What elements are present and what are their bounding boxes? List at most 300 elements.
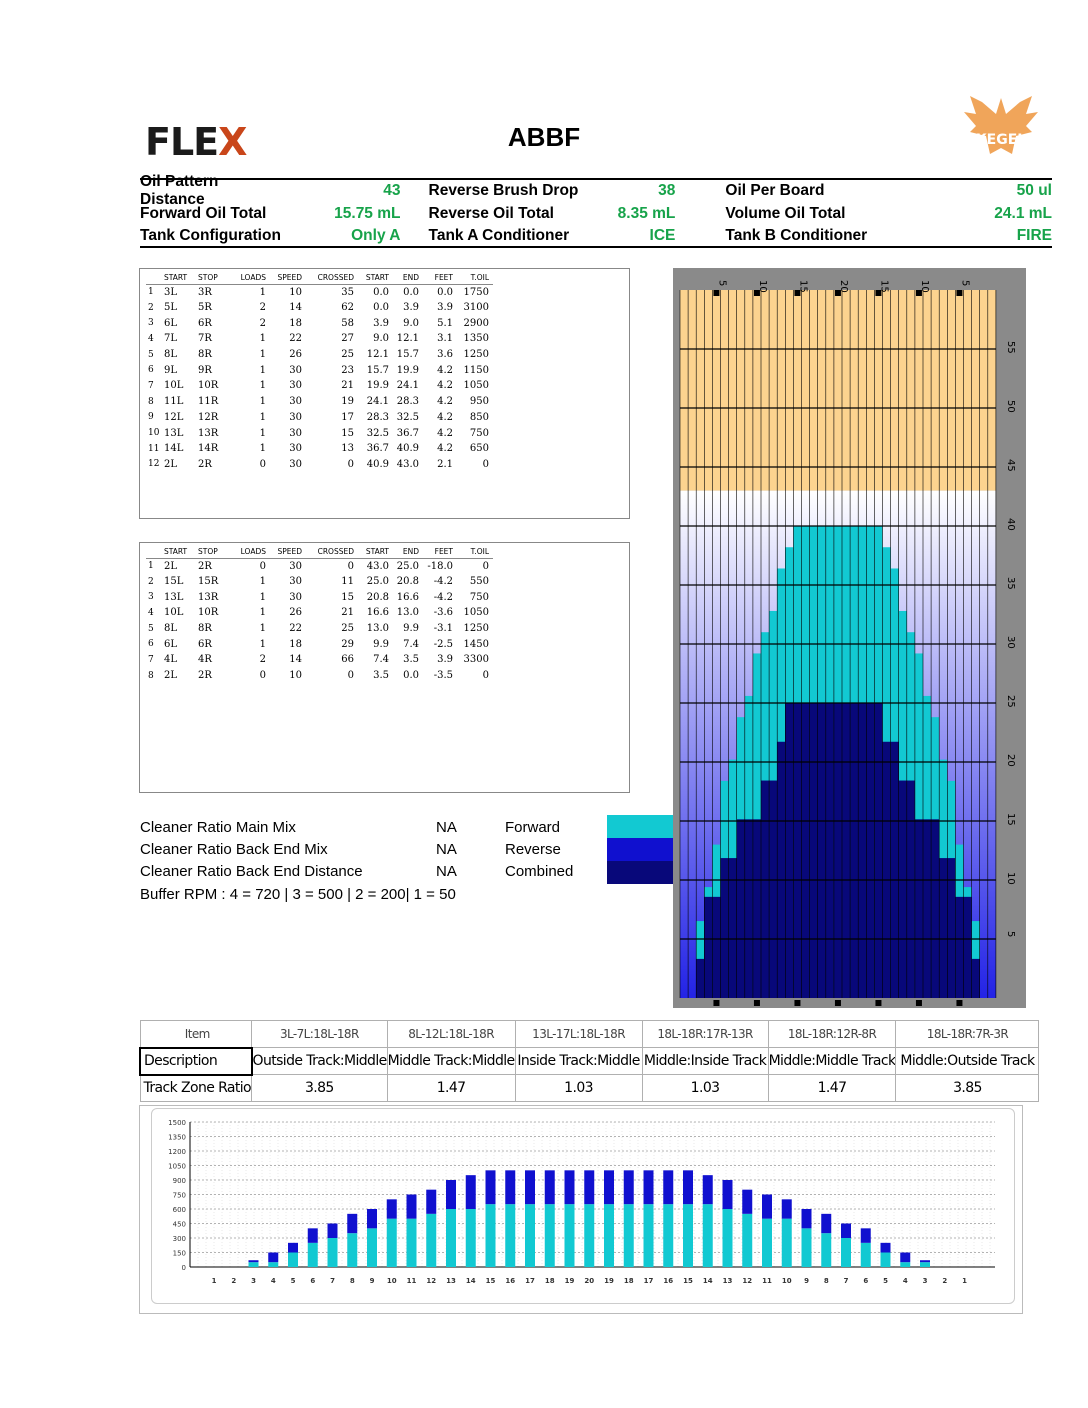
x-tick-label: 18	[544, 1277, 555, 1285]
forward-bar	[782, 1219, 792, 1267]
zone-cell: 8L-12L:18L-18R	[387, 1021, 515, 1048]
table-cell: 3.5	[373, 670, 389, 682]
table-cell: 21	[341, 380, 354, 392]
table-cell: 7	[148, 380, 154, 391]
table-cell: 0	[482, 670, 489, 682]
y-tick-label: 150	[172, 1249, 186, 1258]
table-cell: 0	[259, 560, 266, 572]
page-title: ABBF	[507, 122, 581, 152]
table-cell: 19.9	[396, 364, 419, 376]
table-cell: 9.0	[403, 317, 419, 329]
forward-load-row	[146, 284, 493, 300]
table-cell: 2R	[198, 458, 212, 470]
table-cell: 2	[259, 654, 266, 666]
summary-label: Oil Pattern Distance	[140, 173, 219, 209]
table-cell: 6R	[198, 638, 212, 650]
forward-bar	[308, 1243, 318, 1267]
table-cell: 15.7	[396, 349, 419, 361]
board-number-label: 20	[837, 280, 849, 293]
forward-bar	[328, 1238, 338, 1267]
forward-bar	[802, 1228, 812, 1267]
zone-cell: 1.47	[387, 1075, 515, 1102]
forward-load-row	[146, 331, 493, 347]
combined-oil-column	[964, 897, 972, 998]
table-cell: 36.7	[366, 443, 389, 455]
combined-oil-column	[891, 742, 899, 998]
table-cell: 0	[347, 458, 354, 470]
forward-bar	[446, 1209, 456, 1267]
column-header: STOP	[198, 272, 232, 284]
combined-oil-column	[810, 703, 818, 998]
table-cell: 28.3	[396, 396, 419, 408]
reverse-bar	[525, 1170, 535, 1204]
x-tick-label: 17	[525, 1277, 535, 1285]
table-cell: 22	[289, 623, 302, 635]
table-cell: 15L	[164, 576, 184, 588]
table-cell: 25	[341, 349, 354, 361]
table-cell: 3R	[198, 286, 212, 298]
forward-bar	[486, 1204, 496, 1267]
board-number-label: 10	[756, 280, 768, 293]
combined-oil-column	[737, 819, 745, 998]
column-header: LOADS	[232, 546, 270, 558]
table-cell: 18	[289, 317, 302, 329]
table-cell: 22	[289, 333, 302, 345]
summary-label: Tank Configuration	[140, 227, 281, 245]
forward-bar	[604, 1204, 614, 1267]
table-cell: 1	[259, 333, 266, 345]
x-tick-label: 11	[762, 1277, 772, 1285]
cleaner-row	[140, 816, 605, 838]
table-cell: 11L	[164, 396, 184, 408]
forward-bar	[268, 1262, 278, 1267]
reverse-bar	[861, 1228, 871, 1243]
table-cell: 8L	[164, 623, 178, 635]
summary-label: Reverse Brush Drop	[428, 182, 579, 200]
table-cell: 3.6	[437, 349, 453, 361]
table-cell: 1	[259, 443, 266, 455]
table-cell: 0	[347, 560, 354, 572]
table-cell: 1	[259, 364, 266, 376]
reverse-bar	[249, 1260, 259, 1262]
reverse-load-row	[146, 668, 493, 684]
table-cell: 1050	[463, 380, 489, 392]
distance-label: 30	[1004, 636, 1016, 649]
distance-label: 15	[1004, 813, 1016, 826]
combined-oil-column	[826, 703, 834, 998]
forward-bar	[624, 1204, 634, 1267]
table-cell: -3.5	[433, 670, 453, 682]
forward-bar	[900, 1262, 910, 1267]
reverse-bar	[723, 1180, 733, 1209]
forward-load-row	[146, 347, 493, 363]
table-cell: 5.1	[437, 317, 453, 329]
table-cell: 2R	[198, 670, 212, 682]
forward-bar	[644, 1204, 654, 1267]
table-cell: 2	[259, 317, 266, 329]
table-cell: 4.2	[437, 411, 453, 423]
zone-cell: 18L-18R:7R-3R	[896, 1021, 1039, 1048]
table-cell: 16.6	[366, 607, 389, 619]
combined-oil-column	[842, 703, 850, 998]
table-cell: 1	[148, 561, 154, 572]
distance-label: 50	[1004, 400, 1016, 413]
target-arrow-bottom	[835, 1000, 841, 1006]
forward-bar	[920, 1262, 930, 1267]
table-cell: 1	[259, 591, 266, 603]
table-cell: 2	[148, 302, 154, 313]
table-cell: 17	[341, 411, 354, 423]
reverse-bar	[663, 1170, 673, 1204]
table-cell: 3300	[463, 654, 489, 666]
reverse-bar	[347, 1214, 357, 1233]
forward-bar	[367, 1228, 377, 1267]
forward-bar	[466, 1209, 476, 1267]
table-cell: 29	[341, 638, 354, 650]
combined-oil-column	[923, 819, 931, 998]
forward-bar	[545, 1204, 555, 1267]
summary-value: 8.35 mL	[617, 204, 676, 222]
x-tick-label: 4	[902, 1277, 908, 1285]
table-cell: 20.8	[366, 591, 389, 603]
reverse-bar	[900, 1253, 910, 1263]
table-cell: -3.1	[433, 623, 453, 635]
summary-label: Reverse Oil Total	[428, 204, 554, 222]
reverse-bar	[742, 1190, 752, 1214]
x-tick-label: 2	[231, 1277, 237, 1285]
distance-label: 45	[1004, 459, 1016, 472]
reverse-load-row	[146, 621, 493, 637]
board-number-label: 5	[959, 280, 971, 287]
table-cell: 13R	[198, 591, 219, 603]
table-cell: 30	[289, 591, 302, 603]
table-cell: 4.2	[437, 364, 453, 376]
table-cell: 950	[469, 396, 489, 408]
table-cell: 12L	[164, 411, 184, 423]
x-tick-label: 2	[942, 1277, 948, 1285]
table-cell: 26	[289, 349, 302, 361]
column-header: END	[393, 546, 423, 558]
combined-oil-column	[769, 781, 777, 998]
combined-oil-column	[745, 819, 753, 998]
y-tick-label: 600	[172, 1206, 186, 1214]
reverse-bar	[426, 1190, 436, 1214]
table-cell: 10	[289, 670, 302, 682]
table-cell: 32.5	[396, 411, 419, 423]
x-tick-label: 9	[804, 1277, 809, 1285]
forward-bar	[881, 1253, 891, 1268]
table-cell: 40.9	[366, 458, 389, 470]
table-cell: 40.9	[396, 443, 419, 455]
table-cell: 8	[148, 396, 154, 407]
combined-oil-column	[850, 703, 858, 998]
table-cell: 6L	[164, 638, 178, 650]
combined-oil-column	[915, 819, 923, 998]
table-cell: 1	[259, 380, 266, 392]
table-cell: 750	[469, 591, 489, 603]
table-cell: 4	[148, 607, 154, 618]
table-cell: 7R	[198, 333, 212, 345]
zone-row	[140, 1075, 1039, 1102]
table-cell: 9L	[164, 364, 178, 376]
table-cell: 1	[259, 349, 266, 361]
svg-text:KEGEL: KEGEL	[975, 132, 1027, 148]
reverse-bar	[703, 1175, 713, 1204]
table-cell: 8R	[198, 349, 212, 361]
column-header: START	[164, 272, 198, 284]
combined-oil-column	[955, 897, 963, 998]
table-cell: 650	[469, 443, 489, 455]
zone-cell: Outside Track:Middle	[252, 1048, 388, 1075]
reverse-load-row	[146, 636, 493, 652]
table-cell: 62	[341, 302, 354, 314]
zone-cell: Middle:Middle Track	[768, 1048, 896, 1075]
table-cell: 0	[347, 670, 354, 682]
x-tick-label: 12	[426, 1277, 437, 1285]
zone-cell: 1.03	[642, 1075, 768, 1102]
column-header: SPEED	[270, 272, 306, 284]
table-cell: 1	[259, 396, 266, 408]
table-cell: 5	[148, 349, 154, 360]
column-header: FEET	[423, 272, 457, 284]
table-cell: 3.5	[403, 654, 419, 666]
combined-swatch	[607, 861, 673, 884]
table-cell: 10	[148, 428, 160, 439]
table-cell: 4.2	[437, 380, 453, 392]
table-cell: 2900	[463, 317, 489, 329]
table-cell: 10R	[198, 607, 219, 619]
y-tick-label: 450	[172, 1220, 186, 1229]
forward-loads-table	[146, 272, 493, 472]
distance-label: 20	[1004, 754, 1016, 767]
forward-bar	[584, 1204, 594, 1267]
zone-cell: 3L-7L:18L-18R	[252, 1021, 388, 1048]
forward-bar	[347, 1233, 357, 1267]
zone-cell: Item	[140, 1021, 252, 1048]
reverse-load-row	[146, 589, 493, 605]
x-tick-label: 3	[922, 1277, 928, 1285]
table-cell: 66	[341, 654, 354, 666]
table-cell: 13.0	[396, 607, 419, 619]
cleaner-legend: Reverse	[505, 841, 561, 859]
table-cell: 20.8	[396, 576, 419, 588]
zone-cell: Middle:Inside Track	[642, 1048, 768, 1075]
table-cell: 9	[148, 412, 154, 423]
table-cell: -2.5	[433, 638, 453, 650]
table-cell: 21	[341, 607, 354, 619]
reverse-bar	[565, 1170, 575, 1204]
cleaner-row	[140, 861, 605, 883]
reverse-bar	[407, 1195, 417, 1219]
x-tick-label: 11	[406, 1277, 417, 1285]
table-cell: 9.0	[373, 333, 389, 345]
table-cell: 8L	[164, 349, 178, 361]
reverse-load-row	[146, 574, 493, 590]
table-cell: 14	[289, 654, 302, 666]
cleaner-label: Cleaner Ratio Back End Distance	[140, 863, 363, 881]
table-cell: 13L	[164, 591, 184, 603]
reverse-load-row	[146, 605, 493, 621]
x-tick-label: 14	[702, 1277, 713, 1285]
table-cell: 30	[289, 443, 302, 455]
table-cell: 15	[341, 591, 354, 603]
column-header: START	[358, 546, 393, 558]
column-header: START	[164, 546, 198, 558]
table-cell: 2.1	[437, 458, 453, 470]
table-cell: 14L	[164, 443, 184, 455]
table-cell: 2L	[164, 458, 178, 470]
table-cell: 9R	[198, 364, 212, 376]
table-cell: 4.2	[437, 396, 453, 408]
table-cell: 12	[148, 459, 160, 470]
x-tick-label: 18	[623, 1277, 634, 1285]
summary-bottom-rule	[140, 246, 1052, 248]
forward-bar	[426, 1214, 436, 1267]
table-cell: 4.2	[437, 427, 453, 439]
reverse-bar	[308, 1228, 318, 1243]
table-cell: 12R	[198, 411, 219, 423]
forward-swatch	[607, 815, 673, 838]
kegel-logo	[960, 92, 1042, 176]
y-tick-label: 750	[172, 1191, 186, 1200]
reverse-bar	[802, 1209, 812, 1228]
summary-label: Forward Oil Total	[140, 204, 267, 222]
table-cell: 0.0	[403, 286, 419, 298]
table-cell: 3	[148, 318, 154, 329]
table-cell: 10L	[164, 607, 184, 619]
table-cell: 8R	[198, 623, 212, 635]
combined-oil-column	[818, 703, 826, 998]
table-cell: 1750	[463, 286, 489, 298]
board-number-label: 15	[797, 280, 809, 293]
combined-oil-column	[793, 703, 801, 998]
column-header: STOP	[198, 546, 232, 558]
reverse-bar	[683, 1170, 693, 1204]
table-cell: 10R	[198, 380, 219, 392]
combined-oil-column	[712, 897, 720, 998]
oil-pattern-graph	[673, 268, 1026, 1008]
cleaner-ratio-block	[140, 816, 605, 906]
table-cell: 0	[482, 458, 489, 470]
target-arrow-bottom	[956, 1000, 962, 1006]
table-cell: 13R	[198, 427, 219, 439]
combined-oil-column	[899, 781, 907, 998]
x-tick-label: 5	[883, 1277, 888, 1285]
summary-label: Oil Per Board	[725, 182, 825, 200]
reverse-bar	[387, 1199, 397, 1218]
table-cell: 30	[289, 364, 302, 376]
forward-bar	[762, 1219, 772, 1267]
table-cell: 1	[148, 287, 154, 298]
forward-bar	[387, 1219, 397, 1267]
combined-oil-column	[972, 959, 980, 998]
forward-load-row	[146, 441, 493, 457]
zone-cell: 1.03	[515, 1075, 642, 1102]
summary-row	[140, 225, 1052, 248]
x-tick-label: 15	[485, 1277, 496, 1285]
table-cell: 2	[259, 302, 266, 314]
y-tick-label: 1050	[168, 1162, 186, 1171]
combined-oil-column	[721, 858, 729, 998]
table-cell: 1050	[463, 607, 489, 619]
forward-load-row	[146, 457, 493, 473]
table-cell: 10	[289, 286, 302, 298]
reverse-load-row	[146, 652, 493, 668]
table-cell: 12.1	[396, 333, 419, 345]
y-tick-label: 1500	[168, 1119, 186, 1127]
reverse-load-row	[146, 558, 493, 574]
table-cell: 1	[259, 427, 266, 439]
table-cell: 4L	[164, 654, 178, 666]
combined-oil-column	[883, 742, 891, 998]
table-cell: 58	[341, 317, 354, 329]
track-zone-table	[139, 1020, 1039, 1102]
x-tick-label: 8	[823, 1277, 829, 1285]
forward-bar	[288, 1253, 298, 1268]
forward-load-row	[146, 315, 493, 331]
table-cell: 15	[341, 427, 354, 439]
x-tick-label: 16	[663, 1277, 674, 1285]
forward-load-row	[146, 300, 493, 316]
reverse-bar	[624, 1170, 634, 1204]
table-cell: 10L	[164, 380, 184, 392]
table-cell: 30	[289, 380, 302, 392]
table-cell: 30	[289, 560, 302, 572]
header-blank	[146, 546, 164, 558]
table-cell: 13L	[164, 427, 184, 439]
summary-row	[140, 203, 1052, 226]
table-cell: 1150	[463, 364, 489, 376]
reverse-bar	[604, 1170, 614, 1204]
oil-per-board-bar-chart	[160, 1114, 1005, 1298]
combined-oil-column	[874, 703, 882, 998]
reverse-bar	[584, 1170, 594, 1204]
table-cell: 16.6	[396, 591, 419, 603]
forward-bar	[821, 1233, 831, 1267]
table-cell: 23	[341, 364, 354, 376]
zone-cell: Description	[140, 1048, 252, 1075]
summary-row	[140, 173, 1052, 209]
combined-oil-column	[696, 959, 704, 998]
table-cell: 2R	[198, 560, 212, 572]
table-cell: 18	[289, 638, 302, 650]
combined-oil-column	[777, 742, 785, 998]
cleaner-legend: Combined	[505, 863, 574, 881]
table-cell: 25.0	[396, 560, 419, 572]
table-cell: 35	[341, 286, 354, 298]
x-tick-label: 8	[349, 1277, 355, 1285]
column-header: FEET	[423, 546, 457, 558]
table-cell: 11	[341, 576, 354, 588]
y-tick-label: 1200	[168, 1148, 186, 1156]
target-arrow-bottom	[794, 1000, 800, 1006]
distance-label: 55	[1004, 341, 1016, 354]
combined-oil-column	[931, 819, 939, 998]
header-blank	[146, 272, 164, 284]
table-cell: 1450	[463, 638, 489, 650]
table-cell: 6L	[164, 317, 178, 329]
table-cell: 43.0	[396, 458, 419, 470]
reverse-bar	[881, 1243, 891, 1253]
table-cell: 1	[259, 638, 266, 650]
table-cell: 36.7	[396, 427, 419, 439]
forward-bar	[407, 1219, 417, 1267]
table-cell: 1	[259, 411, 266, 423]
combined-oil-column	[761, 781, 769, 998]
table-cell: 750	[469, 427, 489, 439]
x-tick-label: 17	[643, 1277, 654, 1285]
zone-cell: Track Zone Ratio	[140, 1075, 252, 1102]
